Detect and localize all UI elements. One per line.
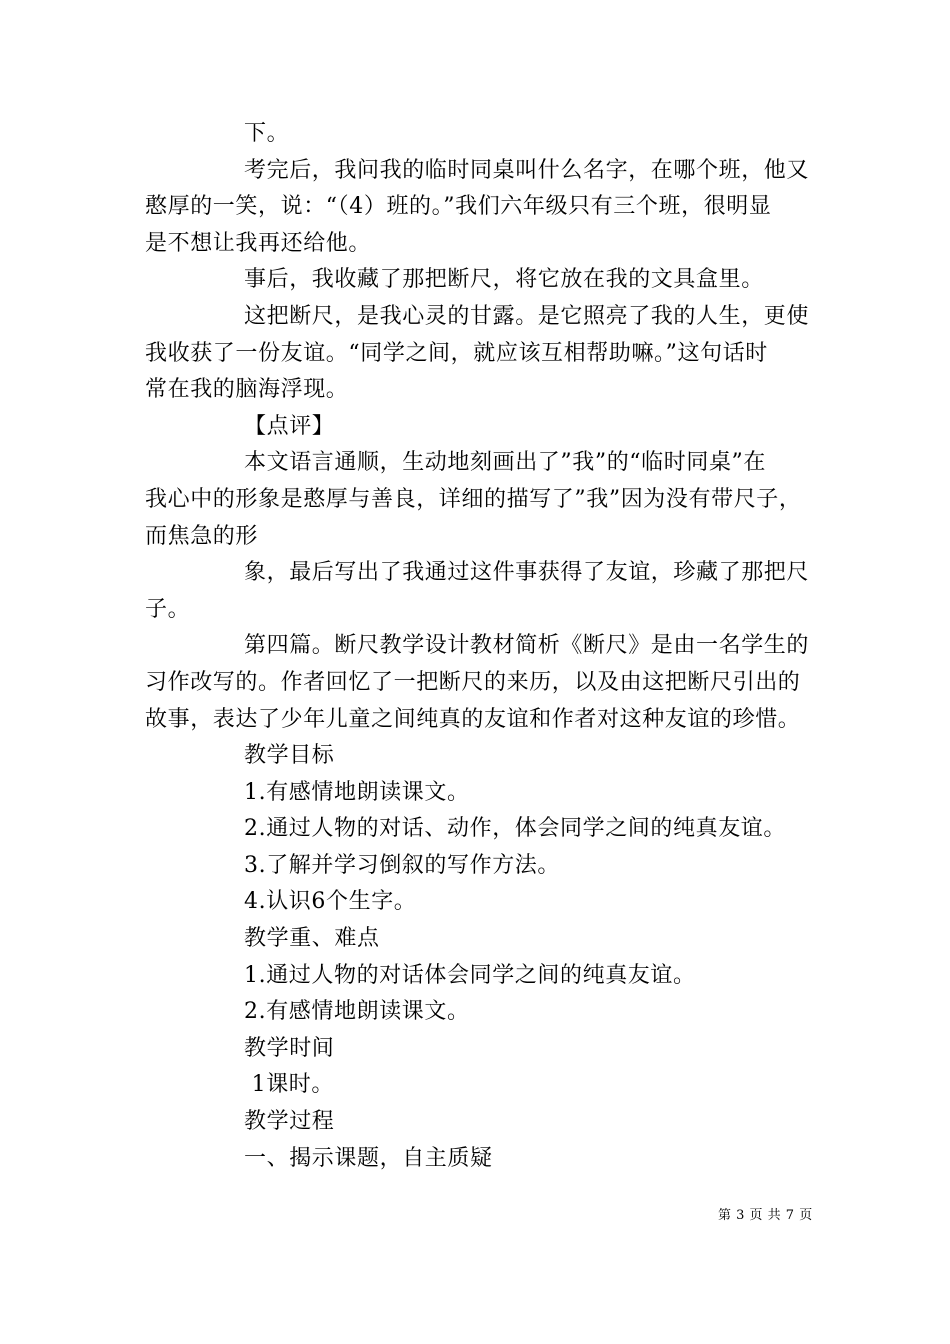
text-line: 习作改写的。作者回忆了一把断尺的来历，以及由这把断尺引出的 <box>145 669 801 695</box>
list-item: 2.通过人物的对话、动作，体会同学之间的纯真友谊。 <box>244 816 786 842</box>
list-item: 1.通过人物的对话体会同学之间的纯真友谊。 <box>244 962 696 988</box>
section-heading: 一、揭示课题，自主质疑 <box>244 1145 493 1171</box>
section-heading: 教学目标 <box>244 743 335 769</box>
section-heading: 教学重、难点 <box>244 926 380 952</box>
list-item: 4.认识6个生字。 <box>244 889 417 915</box>
text-line: 这把断尺，是我心灵的甘露。是它照亮了我的人生，更使 <box>244 303 810 329</box>
text-line: 我收获了一份友谊。“同学之间，就应该互相帮助嘛。”这句话时 <box>145 340 768 366</box>
text-line: 象，最后写出了我通过这件事获得了友谊，珍藏了那把尺 <box>244 560 810 586</box>
section-heading: 教学时间 <box>244 1035 335 1061</box>
text-line: 第四篇。断尺教学设计教材简析《断尺》是由一名学生的 <box>244 633 810 659</box>
list-item: 3.了解并学习倒叙的写作方法。 <box>244 852 560 878</box>
section-heading: 【点评】 <box>244 413 335 439</box>
text-line: 本文语言通顺，生动地刻画出了”我”的“临时同桌”在 <box>244 450 766 476</box>
text-line: 事后，我收藏了那把断尺，将它放在我的文具盒里。 <box>244 267 764 293</box>
text-line: 下。 <box>244 121 290 146</box>
document-body <box>145 116 815 1177</box>
page-number-footer: 第 3 页 共 7 页 <box>718 1208 813 1223</box>
list-item: 2.有感情地朗读课文。 <box>244 999 470 1025</box>
section-heading: 教学过程 <box>244 1109 335 1135</box>
text-line: 是不想让我再还给他。 <box>145 230 372 256</box>
list-item: 1.有感情地朗读课文。 <box>244 779 470 805</box>
text-line: 我心中的形象是憨厚与善良，详细的描写了”我”因为没有带尺子， <box>145 486 802 512</box>
text-line: 1课时。 <box>244 1072 334 1098</box>
text-line: 常在我的脑海浮现。 <box>145 377 349 403</box>
text-line: 考完后，我问我的临时同桌叫什么名字，在哪个班，他又 <box>244 157 810 183</box>
text-line: 而焦急的形 <box>145 523 259 549</box>
text-line: 故事，表达了少年儿童之间纯真的友谊和作者对这种友谊的珍惜。 <box>145 706 801 732</box>
text-line: 子。 <box>145 596 191 622</box>
text-line: 憨厚的一笑，说：“（4）班的。”我们六年级只有三个班，很明显 <box>145 194 772 220</box>
